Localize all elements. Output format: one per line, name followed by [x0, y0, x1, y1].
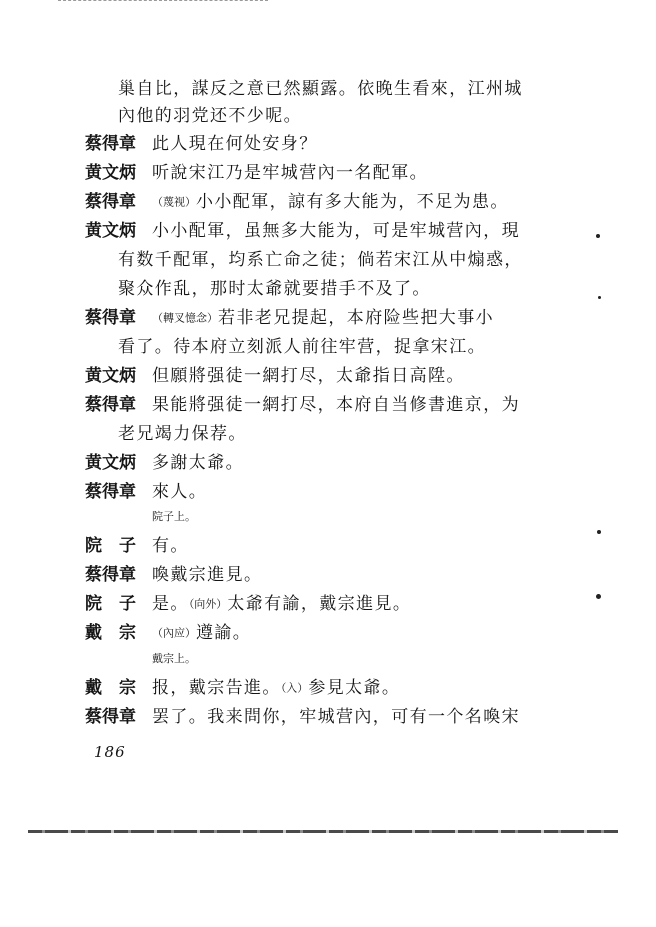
speaker-name: 院 子: [85, 594, 136, 614]
speck-mark: [596, 594, 601, 599]
speck-mark: [596, 234, 600, 238]
speck-mark: [597, 530, 601, 534]
dialogue-text: 此人現在何处安身？: [152, 134, 318, 154]
dialogue-text: 若非老兄提起，本府险些把大事小: [218, 308, 494, 328]
text-line: [118, 278, 431, 300]
speaker-name: 蔡得章: [85, 134, 136, 154]
speaker-name: 院 子: [85, 536, 136, 556]
stage-direction: （轉叉憶念）: [152, 311, 218, 325]
dialogue-text: 有。: [152, 536, 189, 556]
speaker-name: 戴 宗: [85, 678, 136, 698]
speaker-name: 蔡得章: [85, 308, 136, 328]
speaker-name: 黄文炳: [85, 366, 136, 386]
dialogue-text: 來人。: [152, 482, 208, 502]
stage-direction-line: 院子上。: [152, 510, 196, 523]
speaker-name: 黄文炳: [85, 221, 136, 241]
speaker-name: 蔡得章: [85, 482, 136, 502]
dialogue-content: [152, 593, 411, 616]
line-text: 看了。待本府立刻派人前往牢营，捉拿宋江。: [118, 337, 486, 357]
dialogue-content: [152, 191, 509, 214]
dialogue-text: 参見太爺。: [308, 678, 401, 698]
dialogue-text: 罢了。我来問你，牢城营內，可有一个名喚宋: [152, 707, 520, 727]
dialogue-content: [152, 307, 494, 330]
dialogue-text: 小小配軍，諒有多大能为，不足为患。: [196, 192, 509, 212]
dialogue-text: 多謝太爺。: [152, 453, 244, 473]
text-line: [118, 78, 523, 100]
dialogue-content: [152, 677, 400, 700]
speaker-name: 蔡得章: [85, 707, 136, 727]
speaker-name: 戴 宗: [85, 623, 136, 643]
page-number: 186: [94, 743, 126, 761]
line-text: 巢自比，謀反之意已然顯露。依晚生看來，江州城: [118, 79, 523, 99]
dialogue-content: [152, 622, 251, 645]
bottom-scan-rule: [28, 830, 618, 833]
top-header-rule: [58, 0, 268, 5]
speaker-name: 黄文炳: [85, 453, 136, 473]
speaker-name: 蔡得章: [85, 395, 136, 415]
dialogue-text: 太爺有諭，戴宗進見。: [227, 594, 412, 614]
line-text: 老兄竭力保荐。: [118, 424, 247, 444]
speck-mark: [598, 296, 601, 299]
dialogue-text: 果能將强徒一網打尽，本府自当修書進京，为: [152, 395, 520, 415]
text-line: [118, 249, 523, 271]
dialogue-text-before: 是。: [152, 594, 189, 614]
text-line: [118, 423, 247, 445]
speaker-name: 蔡得章: [85, 192, 136, 212]
dialogue-text: 喚戴宗進見。: [152, 565, 263, 585]
text-line: [118, 336, 486, 358]
dialogue-text-before: 报，戴宗告進。: [152, 678, 281, 698]
speaker-name: 黄文炳: [85, 163, 136, 183]
dialogue-text: 听說宋江乃是牢城营內一名配軍。: [152, 163, 428, 183]
text-line: [118, 105, 302, 127]
line-text: 聚众作乱，那时太爺就要措手不及了。: [118, 279, 431, 299]
stage-direction: （向外）: [188, 597, 228, 611]
stage-direction: （蔑视）: [152, 195, 196, 209]
stage-direction: （入）: [280, 681, 309, 695]
dialogue-text: 小小配軍，虽無多大能为，可是牢城营內，現: [152, 221, 520, 241]
stage-direction: （內应）: [152, 626, 196, 640]
speaker-name: 蔡得章: [85, 565, 136, 585]
dialogue-text: 但願將强徒一網打尽，太爺指日高陞。: [152, 366, 465, 386]
stage-direction-line: 戴宗上。: [152, 652, 196, 665]
line-text: 有数千配軍，均系亡命之徒；倘若宋江从中煽惑，: [118, 250, 523, 270]
line-text: 內他的羽党还不少呢。: [118, 106, 302, 126]
dialogue-text: 遵諭。: [196, 623, 252, 643]
